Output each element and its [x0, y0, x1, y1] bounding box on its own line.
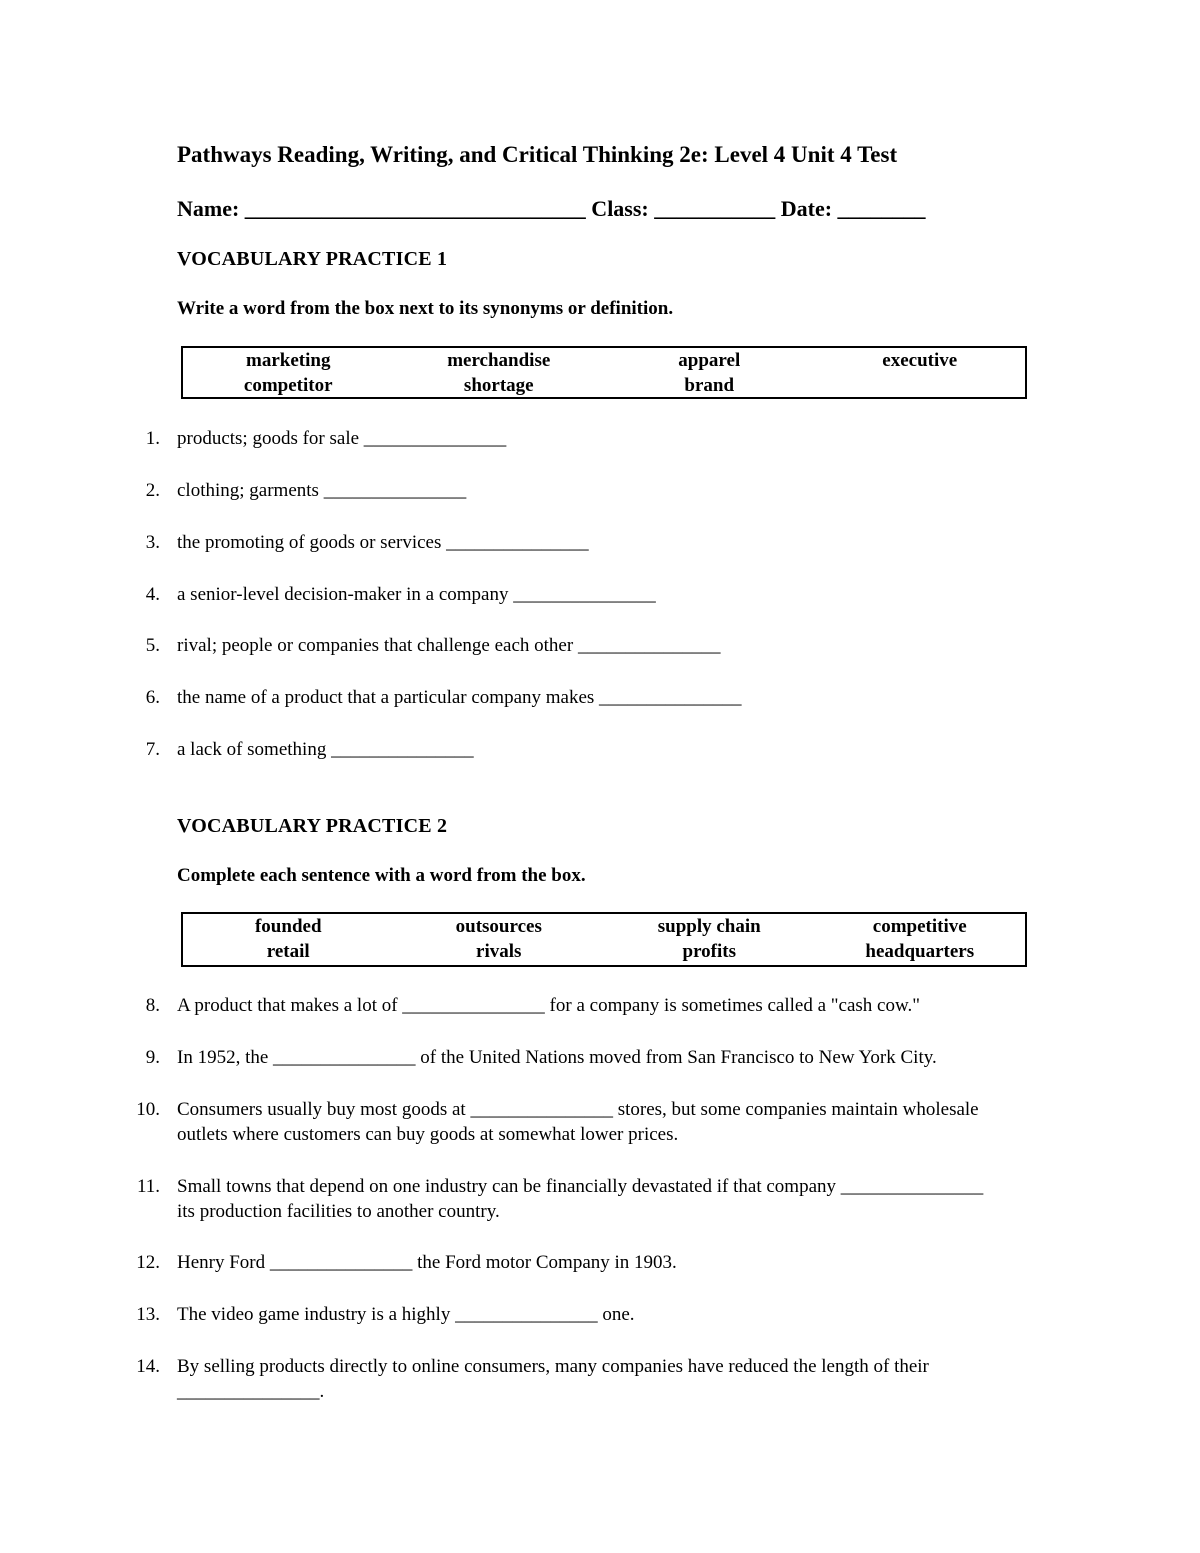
question-number: 4.	[145, 584, 160, 605]
question-text: products; goods for sale _______________	[177, 428, 507, 449]
word-box-2-word: outsources	[455, 915, 542, 937]
name-class-date-line: Name: _______________________________ Class: ___________ Date: ________	[177, 196, 926, 221]
word-box-1-word: executive	[882, 349, 958, 371]
question-text: a lack of something _______________	[177, 739, 474, 760]
question-text: The video game industry is a highly _______________ one.	[177, 1304, 635, 1325]
question-text: clothing; garments _______________	[177, 480, 467, 501]
question-text: Consumers usually buy most goods at _______________ stores, but some companies maintain wholesale	[177, 1099, 979, 1120]
question-text: A product that makes a lot of _______________ for a company is sometimes called a "cash cow."	[177, 995, 920, 1016]
word-box-2-word: retail	[266, 940, 310, 962]
question-text: Henry Ford _______________ the Ford motor Company in 1903.	[177, 1252, 677, 1273]
word-box-1-word: brand	[684, 374, 735, 396]
question-text: the promoting of goods or services _______________	[177, 532, 589, 553]
question-text: rival; people or companies that challenge each other _______________	[177, 635, 721, 656]
question-number: 9.	[145, 1047, 160, 1068]
question-number: 11.	[136, 1176, 160, 1197]
question-text: the name of a product that a particular company makes _______________	[177, 687, 742, 708]
question-text: Small towns that depend on one industry can be financially devastated if that company _______________	[177, 1176, 984, 1197]
word-box-1-word: merchandise	[447, 349, 551, 371]
question-number: 10.	[136, 1099, 160, 1120]
question-text: By selling products directly to online consumers, many companies have reduced the length of their	[177, 1356, 929, 1377]
question-number: 6.	[145, 687, 160, 708]
word-box-1-word: shortage	[463, 374, 534, 396]
question-text: In 1952, the _______________ of the United Nations moved from San Francisco to New York City.	[177, 1047, 937, 1068]
section2-heading: VOCABULARY PRACTICE 2	[177, 815, 448, 837]
question-number: 14.	[136, 1356, 160, 1377]
question-number: 8.	[145, 995, 160, 1016]
word-box-1-word: competitor	[243, 374, 333, 396]
word-box-2-word: profits	[682, 940, 736, 962]
word-box-2-word: founded	[254, 915, 322, 937]
question-text: a senior-level decision-maker in a company _______________	[177, 584, 656, 605]
question-number: 5.	[145, 635, 160, 656]
question-text-continued: outlets where customers can buy goods at somewhat lower prices.	[177, 1124, 679, 1145]
section1-heading: VOCABULARY PRACTICE 1	[177, 248, 448, 270]
word-box-2-word: rivals	[476, 940, 522, 962]
question-text-continued: its production facilities to another country.	[177, 1201, 500, 1222]
question-number: 1.	[145, 428, 160, 449]
word-box-1-word: marketing	[246, 349, 331, 371]
question-number: 7.	[145, 739, 160, 760]
question-number: 2.	[145, 480, 160, 501]
word-box-2-word: competitive	[872, 915, 967, 937]
section1-instructions: Write a word from the box next to its synonyms or definition.	[177, 298, 674, 319]
question-number: 13.	[136, 1304, 160, 1325]
word-box-2	[181, 912, 1027, 967]
question-number: 12.	[136, 1252, 160, 1273]
word-box-2-word: supply chain	[657, 915, 761, 937]
word-box-2-word: headquarters	[865, 940, 975, 962]
question-text-continued: _______________.	[177, 1381, 325, 1402]
page-title: Pathways Reading, Writing, and Critical Thinking 2e: Level 4 Unit 4 Test	[177, 142, 898, 167]
question-number: 3.	[145, 532, 160, 553]
word-box-1	[181, 346, 1027, 399]
word-box-1-word: apparel	[678, 349, 741, 371]
section2-instructions: Complete each sentence with a word from the box.	[177, 865, 586, 886]
